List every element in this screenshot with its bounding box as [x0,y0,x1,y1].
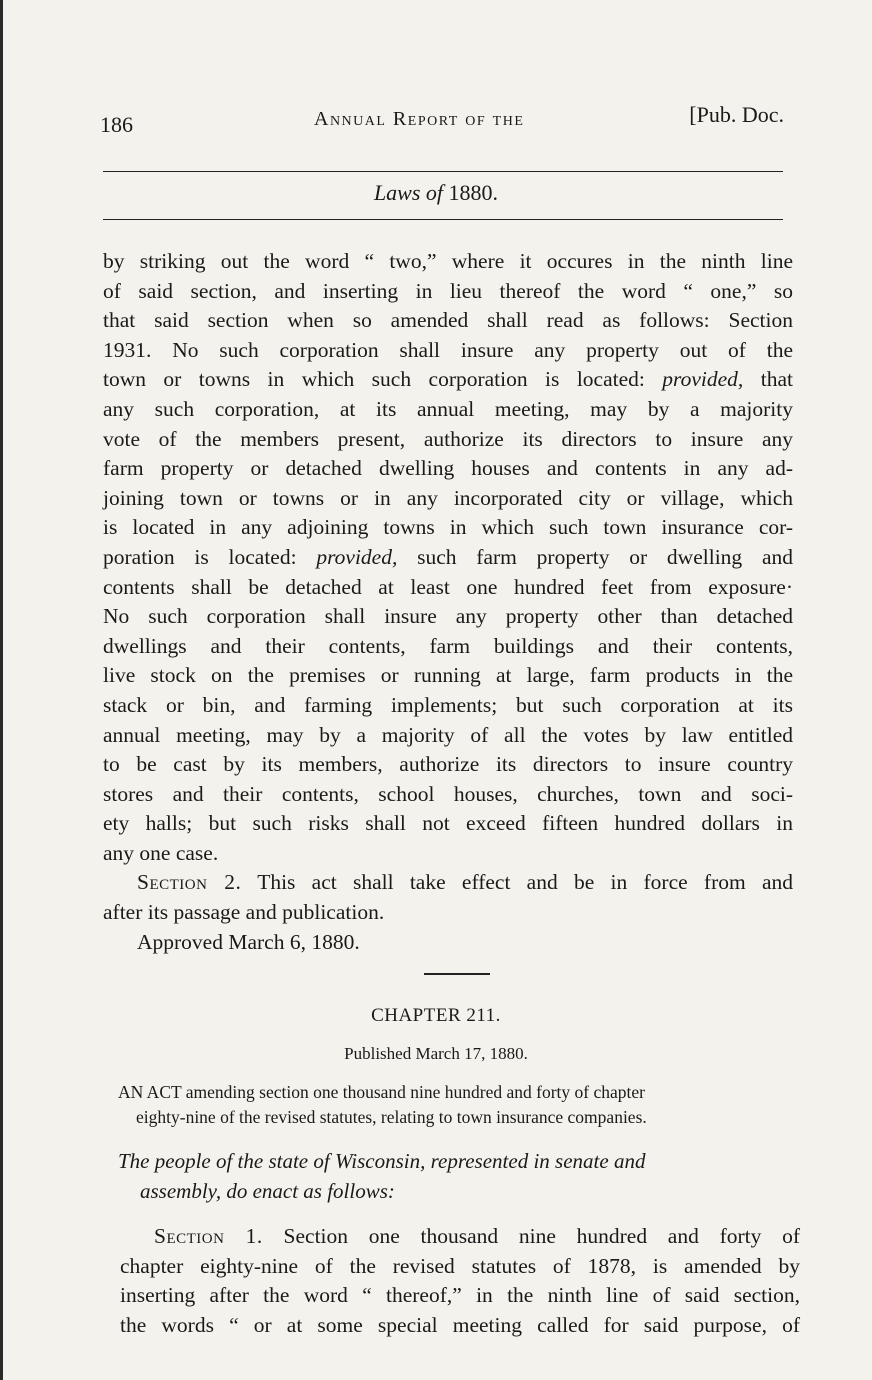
page-number: 186 [100,112,133,137]
body-line: stores and their contents, school houses, churches, town and soci- [103,781,793,806]
body-line: any one case. [103,840,219,865]
section-1-line: inserting after the word “ thereof,” in the ninth line of said section, [120,1283,800,1308]
body-line: by striking out the word “ two,” where it occures in the ninth line [103,249,793,273]
body-line [103,365,793,395]
laws-word: Laws [373,180,421,205]
body-line: joining town or towns or in any incorporated city or village, which [103,485,793,510]
document-reference: [Pub. Doc. [689,102,784,127]
approved-date: Approved March 6, 1880. [137,929,360,954]
body-line: to be cast by its members, authorize its directors to insure country [103,752,793,777]
body-line: is located in any adjoining towns in which such town insurance cor- [103,515,793,540]
chapter-title: CHAPTER 211. [371,1005,501,1026]
provided-emphasis: provided, [316,544,398,569]
body-line [103,543,793,573]
body-line: dwellings and their contents, farm buildings and their contents, [103,633,793,658]
laws-heading [0,180,872,206]
body-line: annual meeting, may by a majority of all the votes by law entitled [103,722,793,747]
page-header [100,100,790,140]
section-2-label: Section 2. [137,870,242,895]
enacting-clause [118,1146,808,1206]
enacting-clause-line: assembly, do enact as follows: [140,1179,395,1203]
laws-year: 1880. [448,180,499,205]
provided-emphasis: provided, [662,367,744,392]
body-line: of said section, and inserting in lieu thereof the word “ one,” so [103,278,793,303]
section-1-label: Section 1. [154,1224,263,1248]
body-line-text: poration is located: [103,544,317,569]
body-text [103,247,793,957]
body-line-text: that [743,367,793,392]
act-title-line: eighty-nine of the revised statutes, relating to town insurance companies. [136,1107,647,1127]
act-title [118,1080,798,1130]
body-line: farm property or detached dwelling houses and contents in any ad- [103,456,793,481]
section-2-line: after its passage and publication. [103,900,385,925]
body-line: No such corporation shall insure any property other than detached [103,604,793,629]
section-divider [424,973,490,975]
section-1-text [120,1222,800,1340]
section-1-text-start: Section one thousand nine hundred and forty of [262,1224,800,1248]
enacting-clause-line: The people of the state of Wisconsin, represented in senate and [118,1149,646,1173]
body-line: vote of the members present, authorize its directors to insure any [103,426,793,451]
act-title-line: AN ACT amending section one thousand nine hundred and forty of chapter [118,1082,645,1102]
header-rule-bottom [103,219,783,220]
section-1-line: chapter eighty-nine of the revised statutes of 1878, is amended by [120,1253,800,1278]
body-line-text: such farm property or dwelling and [397,544,793,569]
body-line: ety halls; but such risks shall not exceed fifteen hundred dollars in [103,811,793,836]
body-line: that said section when so amended shall read as follows: Section [103,308,793,333]
body-line: stack or bin, and farming implements; but such corporation at its [103,692,793,717]
body-line: 1931. No such corporation shall insure any property out of the [103,337,793,362]
section-1-line: the words “ or at some special meeting called for said purpose, of [120,1312,800,1337]
published-date: Published March 17, 1880. [344,1044,528,1063]
header-rule-top [103,171,783,172]
body-line: live stock on the premises or running at large, farm products in the [103,663,793,688]
body-line-text: town or towns in which such corporation is located: [103,367,663,392]
body-line: any such corporation, at its annual meeting, may by a majority [103,396,793,421]
page-edge [0,0,3,1380]
body-line: contents shall be detached at least one hundred feet from exposure· [103,574,793,599]
laws-of: of [425,180,444,205]
section-1-line [120,1222,800,1252]
section-2-line [103,868,793,898]
section-2-text: This act shall take effect and be in force from and [241,870,793,895]
running-title: Annual Report of the [314,108,525,130]
